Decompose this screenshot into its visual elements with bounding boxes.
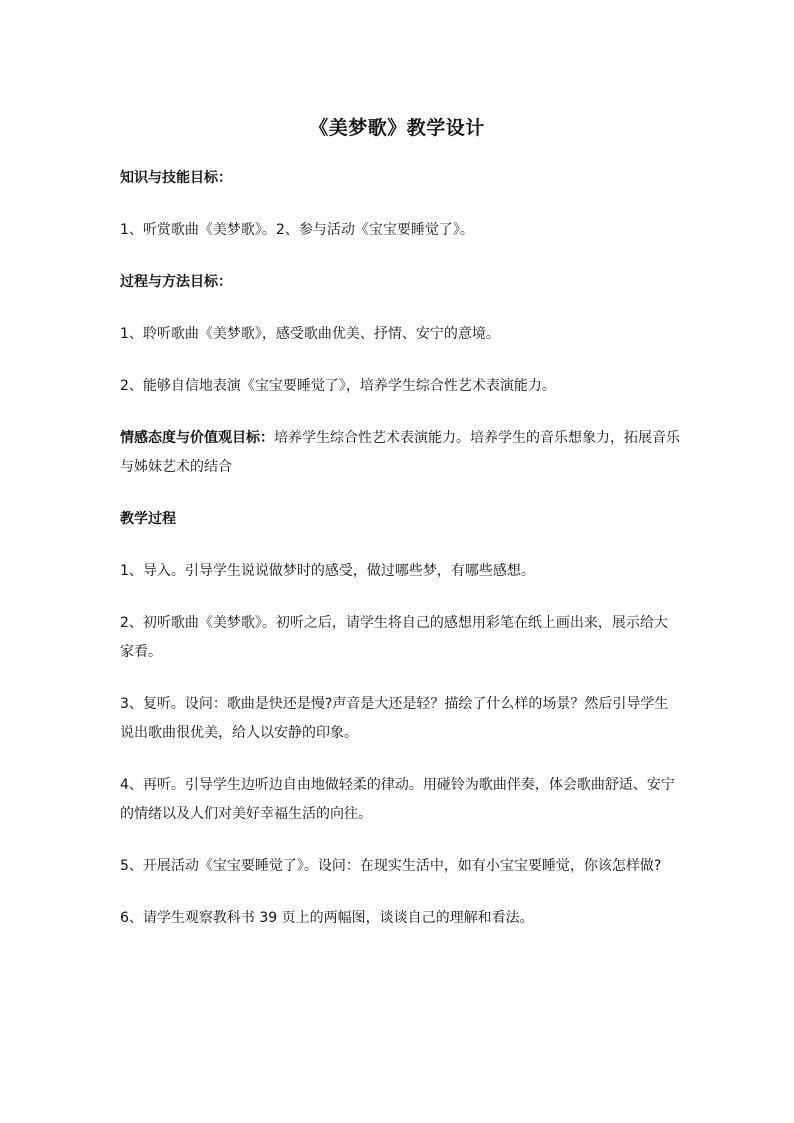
document-title: 《美梦歌》教学设计 xyxy=(309,117,485,139)
teaching-step-6: 6、请学生观察教科书 39 页上的两幅图，谈谈自己的理解和看法。 xyxy=(120,910,534,926)
emotion-goal-paragraph xyxy=(120,424,680,482)
emotion-goal-text: 培养学生综合性艺术表演能力。培养学生的音乐想象力，拓展音乐与姊妹艺术的结合 xyxy=(120,430,680,475)
emotion-goal-label: 情感态度与价值观目标： xyxy=(120,430,274,446)
process-item-2: 2、能够自信地表演《宝宝要睡觉了》，培养学生综合性艺术表演能力。 xyxy=(120,378,556,394)
document-body xyxy=(120,164,680,956)
teaching-process-heading: 教学过程 xyxy=(120,511,176,527)
process-heading: 过程与方法目标： xyxy=(120,274,232,290)
knowledge-item: 1、听赏歌曲《美梦歌》。2、参与活动《宝宝要睡觉了》。 xyxy=(120,222,474,238)
teaching-step-1: 1、导入。引导学生说说做梦时的感受，做过哪些梦，有哪些感想。 xyxy=(120,563,535,579)
teaching-step-3: 3、复听。设问：歌曲是快还是慢?声音是大还是轻？描绘了什么样的场景？然后引导学生说出歌曲很优美，给人以安静的印象。 xyxy=(120,696,669,741)
teaching-step-5: 5、开展活动《宝宝要睡觉了》。设问：在现实生活中，如有小宝宝要睡觉，你该怎样做? xyxy=(120,858,662,874)
knowledge-heading: 知识与技能目标： xyxy=(120,170,232,186)
teaching-step-4: 4、再听。引导学生边听边自由地做轻柔的律动。用碰铃为歌曲伴奏，体会歌曲舒适、安宁的情绪以及人们对美好幸福生活的向往。 xyxy=(120,777,675,822)
teaching-step-2: 2、初听歌曲《美梦歌》。初听之后，请学生将自己的感想用彩笔在纸上画出来，展示给大家看。 xyxy=(120,615,668,660)
process-item-1: 1、聆听歌曲《美梦歌》，感受歌曲优美、抒情、安宁的意境。 xyxy=(120,326,500,342)
